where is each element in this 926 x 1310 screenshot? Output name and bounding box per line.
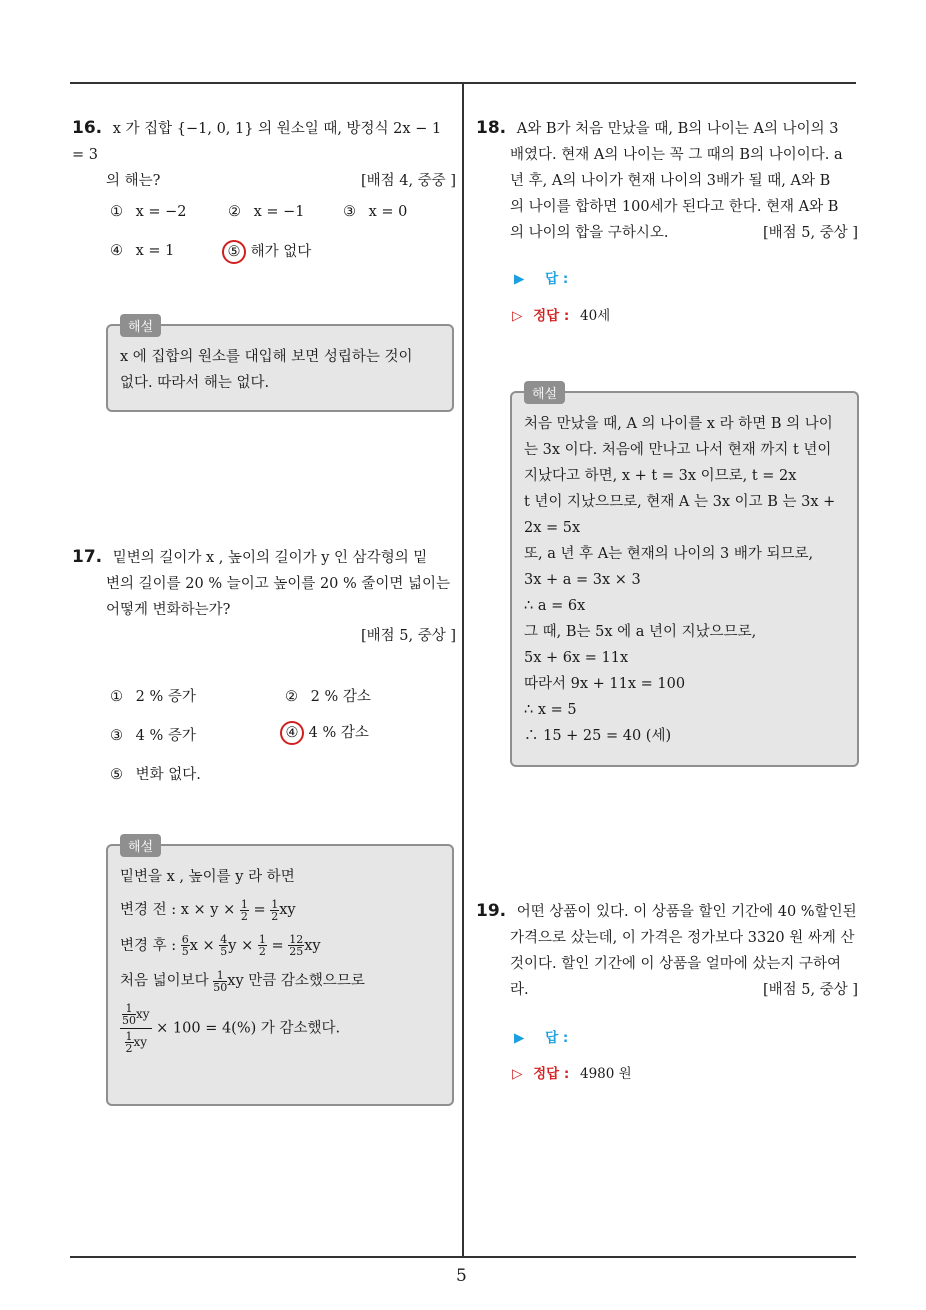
explanation-line: 따라서 9x + 11x = 100 <box>524 676 686 692</box>
score-meta: [배점 5, 중상 ] <box>762 982 858 998</box>
question-text-line: x 가 집합 {−1, 0, 1} 의 원소일 때, 방정식 2x − 1 = 3 <box>72 121 442 163</box>
explanation-line: 그 때, B는 5x 에 a 년이 지났으므로, <box>524 624 757 640</box>
bottom-rule <box>70 1256 856 1258</box>
choice-text: x = 0 <box>368 204 408 220</box>
choice-text: 해가 없다 <box>250 244 312 260</box>
question-19 <box>476 898 858 1003</box>
explanation-line: 밑변을 x , 높이를 y 라 하면 <box>120 869 295 885</box>
explanation-line: 2x = 5x <box>524 520 581 536</box>
correct-value: 40세 <box>579 308 611 324</box>
fraction: $\frac{1}{50}$ <box>213 968 228 994</box>
question-number: 18. <box>476 118 507 138</box>
question-text-line: 의 해는? <box>106 173 161 189</box>
choice-3[interactable] <box>343 204 407 220</box>
explanation-line: 처음 만났을 때, A 의 나이를 x 라 하면 B 의 나이 <box>524 416 833 432</box>
question-text-line: 의 나이의 합을 구하시오. <box>510 225 669 241</box>
column-divider <box>462 82 464 1258</box>
choice-text: 2 % 증가 <box>135 689 196 705</box>
question-text-line: 배였다. 현재 A의 나이는 꼭 그 때의 B의 나이이다. a <box>510 147 843 163</box>
play-arrow-icon: ▶ <box>514 1030 525 1046</box>
choice-mark: ③ <box>110 728 123 744</box>
choice-3[interactable] <box>110 724 196 745</box>
fraction: $\frac{12}{25}$ <box>289 933 304 958</box>
explanation-line: t 년이 지났으므로, 현재 A 는 3x 이고 B 는 3x + <box>524 494 836 510</box>
question-text-line: 라. <box>510 982 529 998</box>
explanation-line: ∴ 15 + 25 = 40 (세) <box>524 728 672 744</box>
question-17 <box>72 544 456 649</box>
choice-4[interactable] <box>110 243 174 259</box>
correct-answer-row <box>512 1062 632 1082</box>
explanation-before-line: 변경 전 : x × y × $\frac{1}{2}$ = $\frac{1}{2}$ xy <box>120 897 296 923</box>
choice-text: x = 1 <box>135 243 175 259</box>
fraction: $\frac{1}{2}$ <box>258 933 266 958</box>
choice-text: x = −1 <box>253 204 305 220</box>
explanation-line: 지났다고 하면, x + t = 3x 이므로, t = 2x <box>524 468 797 484</box>
score-meta: [배점 5, 중상 ] <box>360 628 456 644</box>
explanation-line: ∴ x = 5 <box>524 702 577 718</box>
explanation-result-line: $\frac{1}{50}$ xy $\frac{1}{2}$ xy × 100 = 4(%) 가 감소했다. <box>122 1001 341 1055</box>
question-text-line: 변의 길이를 20 % 늘이고 높이를 20 % 줄이면 넓이는 <box>106 576 451 592</box>
choice-5[interactable] <box>110 763 201 784</box>
outline-arrow-icon: ▷ <box>512 308 523 324</box>
fraction: $\frac{4}{5}$ <box>220 933 228 958</box>
play-arrow-icon: ▶ <box>514 271 525 287</box>
question-text-line: 년 후, A의 나이가 현재 나이의 3배가 될 때, A와 B <box>510 173 831 189</box>
question-text-line: 밑변의 길이가 x , 높이의 길이가 y 인 삼각형의 밑 <box>112 550 428 566</box>
correct-label: 정답 : <box>533 308 570 324</box>
compound-fraction: $\frac{1}{50}$ xy $\frac{1}{2}$ xy <box>122 1001 150 1055</box>
question-text-line: 어떤 상품이 있다. 이 상품을 할인 기간에 40 %할인된 <box>516 904 857 920</box>
explanation-line: ∴ a = 6x <box>524 598 586 614</box>
choice-mark: ③ <box>343 204 356 220</box>
explanation-line: x 에 집합의 원소를 대입해 보면 성립하는 것이 <box>120 349 413 365</box>
choice-2[interactable] <box>285 685 371 706</box>
choice-5-selected[interactable] <box>222 240 311 264</box>
answer-row[interactable] <box>514 267 568 287</box>
choice-mark: ② <box>228 204 241 220</box>
choice-mark: ① <box>110 204 123 220</box>
question-number: 17. <box>72 547 103 567</box>
explanation-line: 또, a 년 후 A는 현재의 나이의 3 배가 되므로, <box>524 546 814 562</box>
question-text-line: 가격으로 샀는데, 이 가격은 정가보다 3320 원 싸게 산 <box>510 930 855 946</box>
choice-text: x = −2 <box>135 204 187 220</box>
choice-1[interactable] <box>110 204 187 220</box>
score-meta: [배점 5, 중상 ] <box>762 225 858 241</box>
explanation-line: 3x + a = 3x × 3 <box>524 572 641 588</box>
choice-text: 2 % 감소 <box>310 689 371 705</box>
choice-text: 변화 없다. <box>135 767 201 783</box>
choice-text: 4 % 감소 <box>308 725 369 741</box>
explanation-decrease-line: 처음 넓이보다 $\frac{1}{50}$ xy 만큼 감소했으므로 <box>120 968 365 994</box>
correct-label: 정답 : <box>533 1066 570 1082</box>
choice-mark: ⑤ <box>110 767 123 783</box>
explanation-tag: 해설 <box>524 381 565 404</box>
explanation-line: 5x + 6x = 11x <box>524 650 629 666</box>
explanation-line: 는 3x 이다. 처음에 만나고 나서 현재 까지 t 년이 <box>524 442 832 458</box>
choice-4-selected[interactable] <box>280 721 369 745</box>
choice-mark: ② <box>285 689 298 705</box>
question-text-line: 어떻게 변화하는가? <box>106 602 231 618</box>
explanation-tag: 해설 <box>120 834 161 857</box>
choice-1[interactable] <box>110 685 196 706</box>
fraction: $\frac{1}{2}$ <box>271 897 279 923</box>
answer-label: 답 : <box>545 1030 569 1046</box>
question-text-line: A와 B가 처음 만났을 때, B의 나이는 A의 나이의 3 <box>516 121 839 137</box>
explanation-box-18 <box>510 387 859 767</box>
question-number: 19. <box>476 901 507 921</box>
explanation-tag: 해설 <box>120 314 161 337</box>
correct-answer-row <box>512 304 610 324</box>
choice-text: 4 % 증가 <box>135 728 196 744</box>
question-18 <box>476 115 858 246</box>
explanation-box-16 <box>106 320 454 412</box>
choice-2[interactable] <box>228 204 305 220</box>
explanation-box-17 <box>106 840 454 1106</box>
explanation-after-line: 변경 후 : $\frac{6}{5}$ x × $\frac{4}{5}$ y × $\frac{1}{2}$ = $\frac{12}{25}$ xy <box>120 933 321 958</box>
outline-arrow-icon: ▷ <box>512 1066 523 1082</box>
score-meta: [배점 4, 중중 ] <box>360 173 456 189</box>
fraction: $\frac{6}{5}$ <box>181 933 189 958</box>
page-number: 5 <box>456 1266 467 1286</box>
question-text-line: 것이다. 할인 기간에 이 상품을 얼마에 샀는지 구하여 <box>510 956 842 972</box>
correct-value: 4980 원 <box>579 1066 632 1082</box>
question-text-line: 의 나이를 합하면 100세가 된다고 한다. 현재 A와 B <box>510 199 839 215</box>
question-16 <box>72 115 456 194</box>
choice-mark: ① <box>110 689 123 705</box>
selected-answer-circle: ④ <box>280 721 304 745</box>
fraction: $\frac{1}{2}$ <box>240 897 248 923</box>
choice-mark: ④ <box>110 243 123 259</box>
explanation-line: 없다. 따라서 해는 없다. <box>120 375 270 391</box>
selected-answer-circle: ⑤ <box>222 240 246 264</box>
question-number: 16. <box>72 118 103 138</box>
answer-row[interactable] <box>514 1026 568 1046</box>
answer-label: 답 : <box>545 271 569 287</box>
